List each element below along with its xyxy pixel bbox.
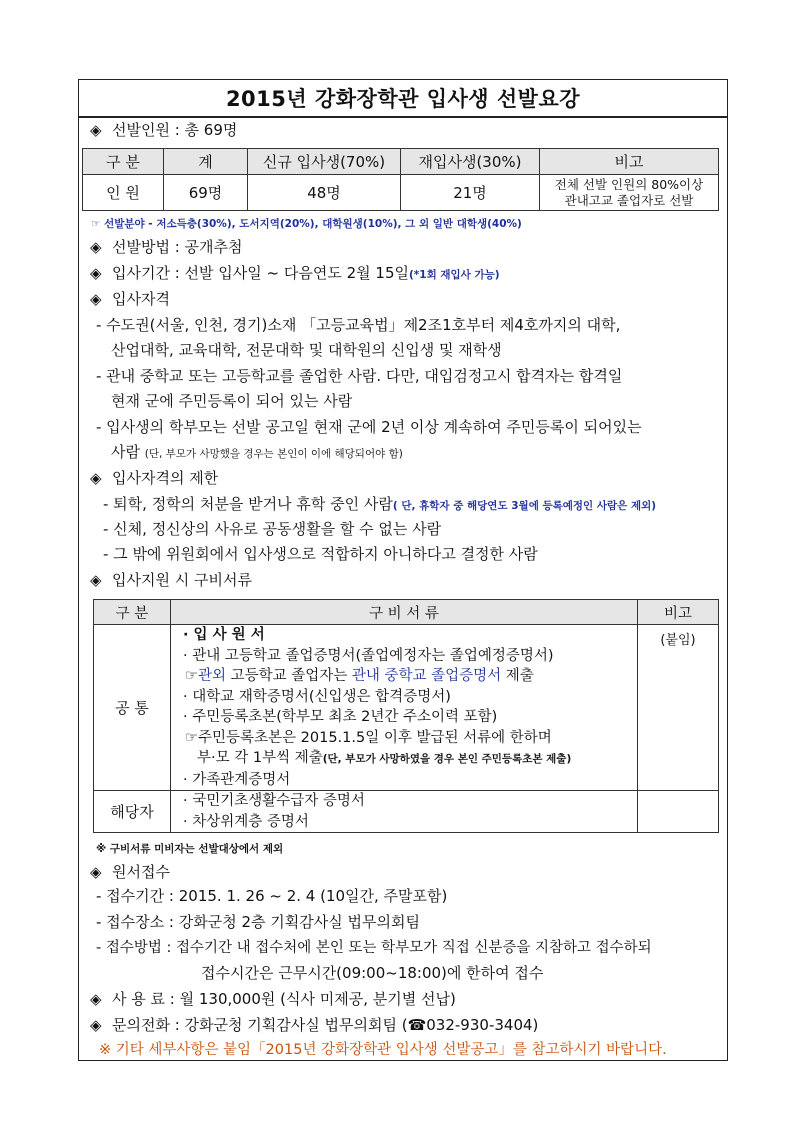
applicable-document-list bbox=[171, 791, 638, 833]
application-method-line-2: 접수시간은 근무시간(09:00~18:00)에 한하여 접수 bbox=[201, 964, 544, 982]
table-cell: 48명 bbox=[248, 175, 401, 211]
diamond-bullet-icon: ◈ bbox=[90, 571, 102, 589]
restriction-2: - 신체, 정신상의 사유로 공동생활을 할 수 없는 사람 bbox=[103, 520, 442, 538]
table-cell: 21명 bbox=[401, 175, 540, 211]
table-cell: 인 원 bbox=[83, 175, 164, 211]
list-item: · 관내 고등학교 졸업증명서(졸업예정자는 졸업예정증명서) bbox=[183, 647, 554, 664]
pointing-hand-icon: ☞ bbox=[185, 729, 198, 746]
table-header: 재입사생(30%) bbox=[401, 149, 540, 175]
pointing-hand-icon: ☞ bbox=[91, 218, 101, 230]
documents-note: ※ 구비서류 미비자는 선발대상에서 제외 bbox=[96, 843, 284, 855]
section-qualification: ◈ 입사자격 bbox=[90, 290, 170, 308]
list-item: ☞관외 고등학교 졸업자는 관내 중학교 졸업증명서 제출 bbox=[185, 668, 534, 684]
table-cell-category: 해당자 bbox=[94, 791, 171, 833]
quota-note: ☞ 선발분야 - 저소득층(30%), 도서지역(20%), 대학원생(10%), 그 외 일반 대학생(40%) bbox=[91, 218, 522, 230]
table-cell-remark: (붙임) bbox=[638, 625, 719, 791]
list-item: 부·모 각 1부씩 제출(단, 부모가 사망하였을 경우 본인 주민등록초본 제출) bbox=[197, 750, 572, 766]
list-item: · 국민기초생활수급자 증명서 bbox=[183, 793, 365, 809]
table-cell-remark bbox=[638, 791, 719, 833]
page-title: 2015년 강화장학관 입사생 선발요강 bbox=[79, 80, 727, 118]
qualification-2-line-1: - 관내 중학교 또는 고등학교를 졸업한 사람. 다만, 대입검정고시 합격자는 합격일 bbox=[96, 367, 623, 385]
diamond-bullet-icon: ◈ bbox=[90, 264, 102, 282]
restriction-1: - 퇴학, 정학의 처분을 받거나 휴학 중인 사람( 단, 휴학자 중 해당연도 3월에 등록예정인 사람은 제외) bbox=[103, 495, 657, 513]
section-selection-method: ◈ 선발방법 : 공개추첨 bbox=[90, 238, 243, 256]
table-cell: 69명 bbox=[164, 175, 248, 211]
section-fee: ◈ 사 용 료 : 월 130,000원 (식사 미제공, 분기별 선납) bbox=[90, 990, 456, 1008]
table-header-row bbox=[83, 149, 719, 175]
table-row bbox=[94, 791, 719, 833]
diamond-bullet-icon: ◈ bbox=[90, 238, 102, 256]
diamond-bullet-icon: ◈ bbox=[90, 290, 102, 308]
qualification-2-line-2: 현재 군에 주민등록이 되어 있는 사람 bbox=[111, 392, 353, 410]
quota-table bbox=[82, 148, 719, 211]
table-cell-note: 전체 선발 인원의 80%이상 관내고교 졸업자로 선발 bbox=[540, 175, 719, 211]
reference-mark-icon: ※ bbox=[96, 843, 107, 855]
table-header: 구 비 서 류 bbox=[171, 600, 638, 625]
list-item: · 대학교 재학증명서(신입생은 합격증명서) bbox=[183, 688, 451, 705]
application-place: - 접수장소 : 강화군청 2층 기획감사실 법무의회팀 bbox=[96, 913, 420, 931]
qualification-3-line-2: 사람 (단, 부모가 사망했을 경우는 본인이 이에 해당되어야 함) bbox=[111, 443, 403, 461]
table-header: 계 bbox=[164, 149, 248, 175]
table-header: 비고 bbox=[540, 149, 719, 175]
list-item: · 주민등록초본(학부모 최초 2년간 주소이력 포함) bbox=[183, 709, 498, 725]
table-row bbox=[94, 625, 719, 791]
list-item: · 입 사 원 서 bbox=[183, 627, 265, 643]
table-header: 비고 bbox=[638, 600, 719, 625]
qualification-1-line-2: 산업대학, 교육대학, 전문대학 및 대학원의 신입생 및 재학생 bbox=[111, 341, 502, 359]
table-cell-category: 공 통 bbox=[94, 625, 171, 791]
table-header-row bbox=[94, 600, 719, 625]
table-header: 구 분 bbox=[94, 600, 171, 625]
application-method-line-1: - 접수방법 : 접수기간 내 접수처에 본인 또는 학부모가 직접 신분증을 지참하고 접수하되 bbox=[96, 940, 652, 956]
section-entry-period: ◈ 입사기간 : 선발 입사일 ~ 다음연도 2월 15일(*1회 재입사 가능) bbox=[90, 264, 500, 282]
qualification-1-line-1: - 수도권(서울, 인천, 경기)소재 「고등교육법」제2조1호부터 제4호까지의 대학, bbox=[96, 316, 621, 334]
documents-table bbox=[93, 599, 719, 833]
diamond-bullet-icon: ◈ bbox=[90, 990, 102, 1008]
section-selection-count: ◈ 선발인원 : 총 69명 bbox=[90, 121, 238, 139]
footer-note: ※ 기타 세부사항은 붙임「2015년 강화장학관 입사생 선발공고」를 참고하시기 바랍니다. bbox=[99, 1042, 667, 1058]
diamond-bullet-icon: ◈ bbox=[90, 469, 102, 487]
common-document-list bbox=[171, 625, 638, 791]
application-period: - 접수기간 : 2015. 1. 26 ~ 2. 4 (10일간, 주말포함) bbox=[96, 887, 448, 905]
section-restriction: ◈ 입사자격의 제한 bbox=[90, 469, 219, 487]
pointing-hand-icon: ☞ bbox=[185, 668, 198, 684]
diamond-bullet-icon: ◈ bbox=[90, 1016, 102, 1034]
table-header: 구 분 bbox=[83, 149, 164, 175]
diamond-bullet-icon: ◈ bbox=[90, 863, 102, 881]
list-item: · 차상위계층 증명서 bbox=[183, 813, 309, 830]
table-row bbox=[83, 175, 719, 211]
qualification-3-line-1: - 입사생의 학부모는 선발 공고일 현재 군에 2년 이상 계속하여 주민등록이 되어있는 bbox=[96, 418, 642, 436]
diamond-bullet-icon: ◈ bbox=[90, 121, 102, 139]
section-contact: ◈ 문의전화 : 강화군청 기획감사실 법무의회팀 (☎032-930-3404) bbox=[90, 1016, 539, 1034]
section-documents: ◈ 입사지원 시 구비서류 bbox=[90, 571, 252, 589]
list-item: ☞주민등록초본은 2015.1.5일 이후 발급된 서류에 한하며 bbox=[185, 729, 552, 746]
table-header: 신규 입사생(70%) bbox=[248, 149, 401, 175]
restriction-3: - 그 밖에 위원회에서 입사생으로 적합하지 아니하다고 결정한 사람 bbox=[103, 545, 538, 563]
phone-icon: ☎ bbox=[407, 1016, 427, 1034]
section-application: ◈ 원서접수 bbox=[90, 863, 170, 881]
list-item: · 가족관계증명서 bbox=[183, 771, 291, 788]
